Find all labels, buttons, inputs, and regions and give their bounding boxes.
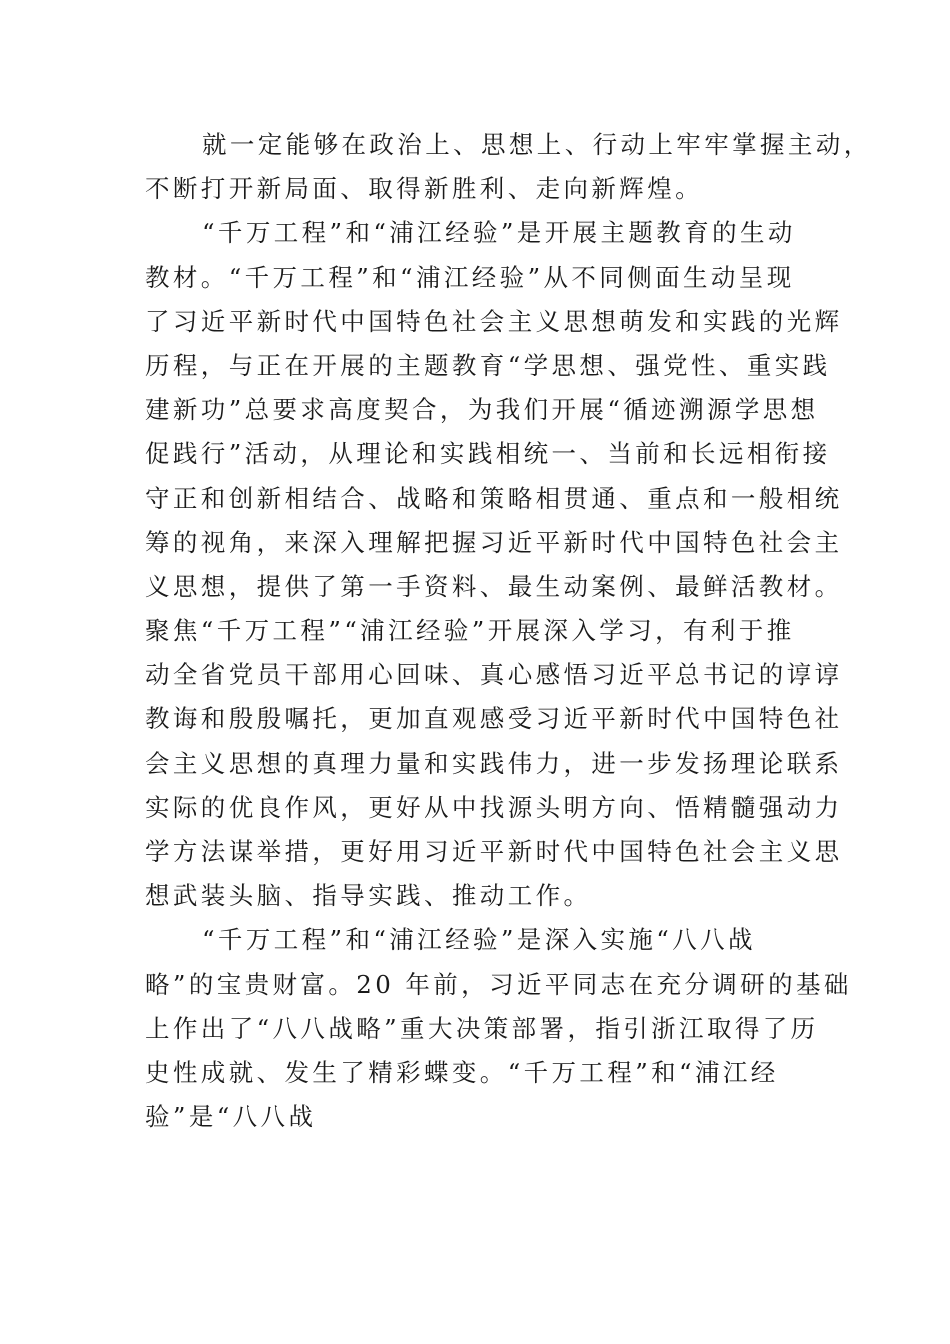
text-line: 史性成就、发生了精彩蝶变。“千万工程”和“浦江经 [145,1057,779,1087]
text-line: 义思想，提供了第一手资料、最生动案例、最鲜活教材。 [145,571,843,601]
text-line: 会主义思想的真理力量和实践伟力，进一步发扬理论联系 [145,748,843,778]
text-line: 教诲和殷殷嘱托，更加直观感受习近平新时代中国特色社 [145,704,843,734]
text-line: 了习近平新时代中国特色社会主义思想萌发和实践的光辉 [145,306,843,336]
text-line: 想武装头脑、指导实践、推动工作。 [145,881,592,911]
text-line: 筹的视角，来深入理解把握习近平新时代中国特色社会主 [145,527,843,557]
text-line: 守正和创新相结合、战略和策略相贯通、重点和一般相统 [145,483,843,513]
text-line: “千万工程”和“浦江经验”是深入实施“八八战 [202,925,756,955]
text-line: “千万工程”和“浦江经验”是开展主题教育的生动 [202,218,796,248]
body-text [145,123,872,1139]
text-line: 验”是“八八战 [145,1102,317,1132]
text-line: 促践行”活动，从理论和实践相统一、当前和长远相衔接 [145,439,831,469]
text-line: 历程，与正在开展的主题教育“学思想、强党性、重实践 [145,350,831,380]
text-line: 上作出了“八八战略”重大决策部署，指引浙江取得了历 [145,1013,819,1043]
text-line: 动全省党员干部用心回味、真心感悟习近平总书记的谆谆 [145,660,843,690]
text-line: 不断打开新局面、取得新胜利、走向新辉煌。 [145,174,703,204]
text-line: 聚焦“千万工程”“浦江经验”开展深入学习，有利于推 [145,616,795,646]
text-line: 就一定能够在政治上、思想上、行动上牢牢掌握主动， [202,130,872,159]
text-line: 实际的优良作风，更好从中找源头明方向、悟精髓强动力 [145,792,843,822]
text-line: 教材。“千万工程”和“浦江经验”从不同侧面生动呈现 [145,262,795,292]
text-line: 略”的宝贵财富。20 年前，习近平同志在充分调研的基础 [145,969,852,999]
text-line: 学方法谋举措，更好用习近平新时代中国特色社会主义思 [145,837,843,866]
text-line: 建新功”总要求高度契合，为我们开展“循迹溯源学思想 [145,395,819,425]
